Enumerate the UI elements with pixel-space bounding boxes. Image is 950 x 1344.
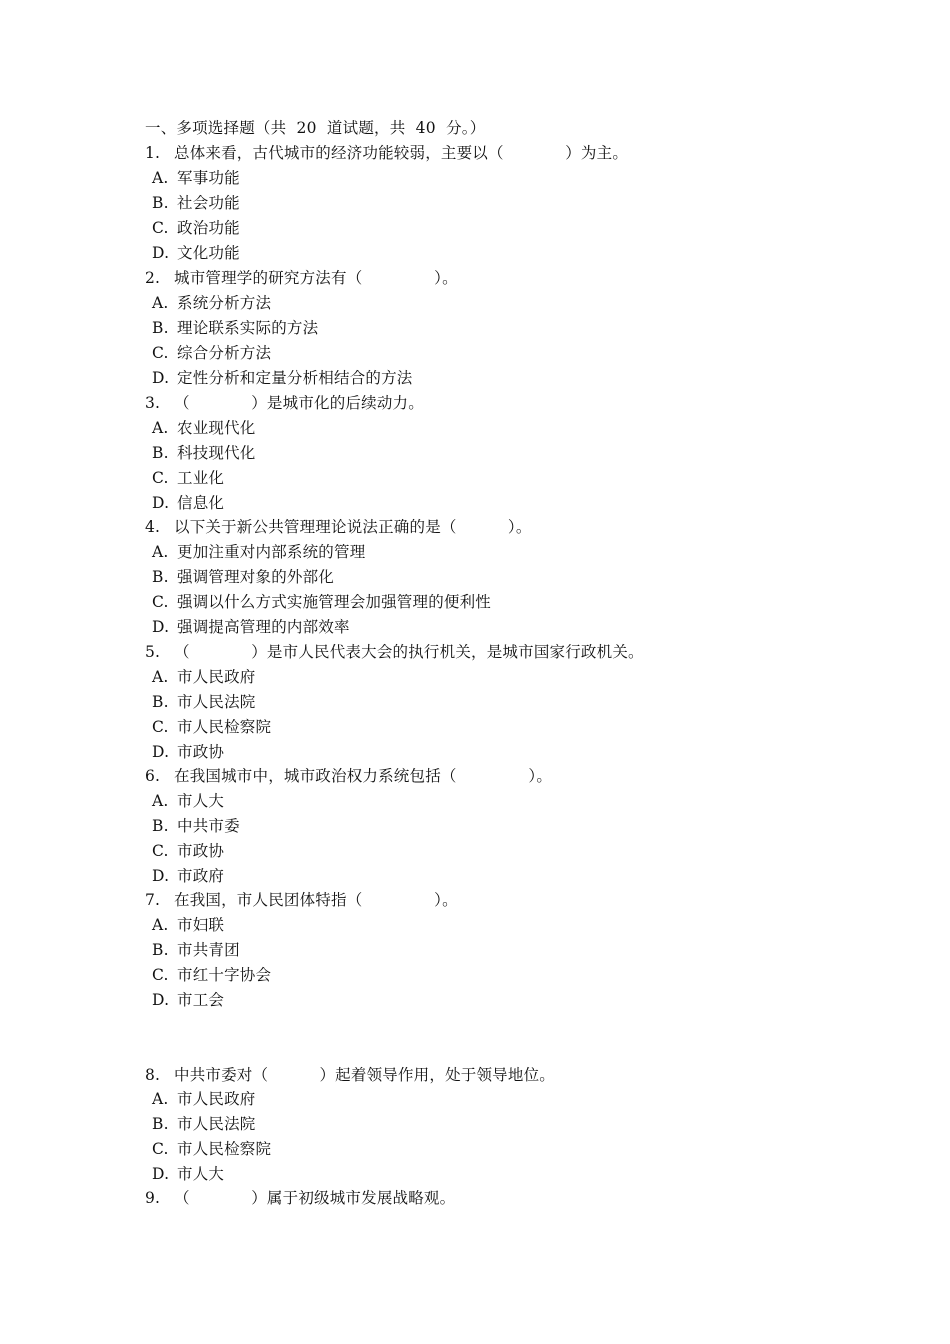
option-letter: C. (152, 469, 169, 487)
option-3c (152, 466, 224, 491)
question-number: 6. (145, 767, 161, 785)
question-7 (145, 888, 458, 913)
option-5b (152, 690, 256, 715)
option-1d (152, 241, 240, 266)
option-5c (152, 715, 271, 740)
question-number: 5. (145, 643, 161, 661)
question-number: 3. (145, 394, 161, 412)
option-text: 市人大 (177, 792, 225, 810)
question-text: 中共市委对（ ）起着领导作用，处于领导地位。 (174, 1066, 555, 1084)
option-1a (152, 166, 240, 191)
option-text: 工业化 (177, 469, 225, 487)
option-text: 市政协 (177, 842, 225, 860)
option-letter: B. (152, 568, 169, 586)
question-number: 7. (145, 891, 161, 909)
option-letter: B. (152, 319, 169, 337)
option-2a (152, 291, 271, 316)
option-letter: B. (152, 444, 169, 462)
question-8 (145, 1063, 555, 1088)
option-text: 科技现代化 (177, 444, 256, 462)
option-text: 市人民政府 (177, 1090, 256, 1108)
option-text: 市人民法院 (177, 1115, 256, 1133)
option-letter: D. (152, 618, 170, 636)
option-text: 农业现代化 (177, 419, 256, 437)
question-3 (145, 391, 424, 416)
question-6 (145, 764, 552, 789)
option-6b (152, 814, 240, 839)
option-letter: B. (152, 1115, 169, 1133)
option-letter: A. (152, 543, 169, 561)
option-letter: C. (152, 344, 169, 362)
question-text: （ ）是市人民代表大会的执行机关，是城市国家行政机关。 (174, 643, 644, 661)
section-header: 一、多项选择题（共 20 道试题，共 40 分。） (145, 119, 486, 137)
option-6d (152, 864, 224, 889)
question-4 (145, 515, 532, 540)
option-text: 定性分析和定量分析相结合的方法 (177, 369, 413, 387)
option-8d (152, 1162, 224, 1187)
question-1 (145, 141, 628, 166)
option-letter: D. (152, 369, 170, 387)
option-2b (152, 316, 318, 341)
option-letter: A. (152, 1090, 169, 1108)
option-letter: A. (152, 294, 169, 312)
option-letter: D. (152, 743, 170, 761)
option-text: 市工会 (177, 991, 225, 1009)
option-text: 市红十字协会 (177, 966, 272, 984)
option-letter: B. (152, 194, 169, 212)
question-number: 4. (145, 518, 161, 536)
option-2c (152, 341, 271, 366)
option-letter: C. (152, 966, 169, 984)
option-letter: A. (152, 419, 169, 437)
option-text: 市人民检察院 (177, 718, 272, 736)
option-text: 市共青团 (177, 941, 240, 959)
option-3b (152, 441, 256, 466)
option-letter: D. (152, 244, 170, 262)
option-letter: A. (152, 668, 169, 686)
option-letter: B. (152, 941, 169, 959)
question-number: 2. (145, 269, 161, 287)
option-text: 市人大 (177, 1165, 225, 1183)
question-text: 在我国城市中，城市政治权力系统包括（ ）。 (174, 767, 553, 785)
option-letter: D. (152, 867, 170, 885)
option-letter: D. (152, 1165, 170, 1183)
option-4c (152, 590, 491, 615)
question-text: 城市管理学的研究方法有（ ）。 (174, 269, 458, 287)
option-7c (152, 963, 271, 988)
question-number: 8. (145, 1066, 161, 1084)
question-text: 总体来看，古代城市的经济功能较弱，主要以（ ）为主。 (174, 144, 629, 162)
option-text: 市政协 (177, 743, 225, 761)
option-letter: C. (152, 593, 169, 611)
option-letter: C. (152, 1140, 169, 1158)
option-text: 系统分析方法 (177, 294, 272, 312)
option-4d (152, 615, 350, 640)
option-text: 社会功能 (177, 194, 240, 212)
option-7a (152, 913, 224, 938)
option-text: 政治功能 (177, 219, 240, 237)
option-6a (152, 789, 224, 814)
option-3d (152, 491, 224, 516)
option-1b (152, 191, 240, 216)
option-text: 市政府 (177, 867, 225, 885)
option-letter: D. (152, 494, 170, 512)
option-text: 强调提高管理的内部效率 (177, 618, 350, 636)
option-text: 信息化 (177, 494, 225, 512)
option-text: 市人民检察院 (177, 1140, 272, 1158)
option-text: 强调以什么方式实施管理会加强管理的便利性 (177, 593, 492, 611)
option-7b (152, 938, 240, 963)
question-2 (145, 266, 458, 291)
option-letter: C. (152, 718, 169, 736)
option-4a (152, 540, 365, 565)
option-letter: D. (152, 991, 170, 1009)
option-1c (152, 216, 240, 241)
option-letter: A. (152, 169, 169, 187)
option-text: 综合分析方法 (177, 344, 272, 362)
option-4b (152, 565, 334, 590)
option-letter: C. (152, 842, 169, 860)
option-text: 理论联系实际的方法 (177, 319, 319, 337)
option-text: 军事功能 (177, 169, 240, 187)
option-8a (152, 1087, 256, 1112)
question-number: 9. (145, 1189, 161, 1207)
option-letter: A. (152, 792, 169, 810)
option-6c (152, 839, 224, 864)
option-letter: A. (152, 916, 169, 934)
option-letter: C. (152, 219, 169, 237)
question-text: （ ）属于初级城市发展战略观。 (174, 1189, 456, 1207)
question-9 (145, 1186, 455, 1211)
option-text: 更加注重对内部系统的管理 (177, 543, 366, 561)
question-text: 在我国，市人民团体特指（ ）。 (174, 891, 458, 909)
option-text: 中共市委 (177, 817, 240, 835)
option-2d (152, 366, 413, 391)
option-3a (152, 416, 256, 441)
option-8b (152, 1112, 256, 1137)
question-text: 以下关于新公共管理理论说法正确的是（ ）。 (174, 518, 532, 536)
question-number: 1. (145, 144, 161, 162)
option-text: 强调管理对象的外部化 (177, 568, 335, 586)
option-text: 市人民法院 (177, 693, 256, 711)
option-text: 文化功能 (177, 244, 240, 262)
option-5d (152, 740, 224, 765)
option-text: 市妇联 (177, 916, 225, 934)
question-text: （ ）是城市化的后续动力。 (174, 394, 424, 412)
option-8c (152, 1137, 271, 1162)
option-5a (152, 665, 256, 690)
question-5 (145, 640, 644, 665)
option-letter: B. (152, 817, 169, 835)
option-7d (152, 988, 224, 1013)
option-text: 市人民政府 (177, 668, 256, 686)
option-letter: B. (152, 693, 169, 711)
